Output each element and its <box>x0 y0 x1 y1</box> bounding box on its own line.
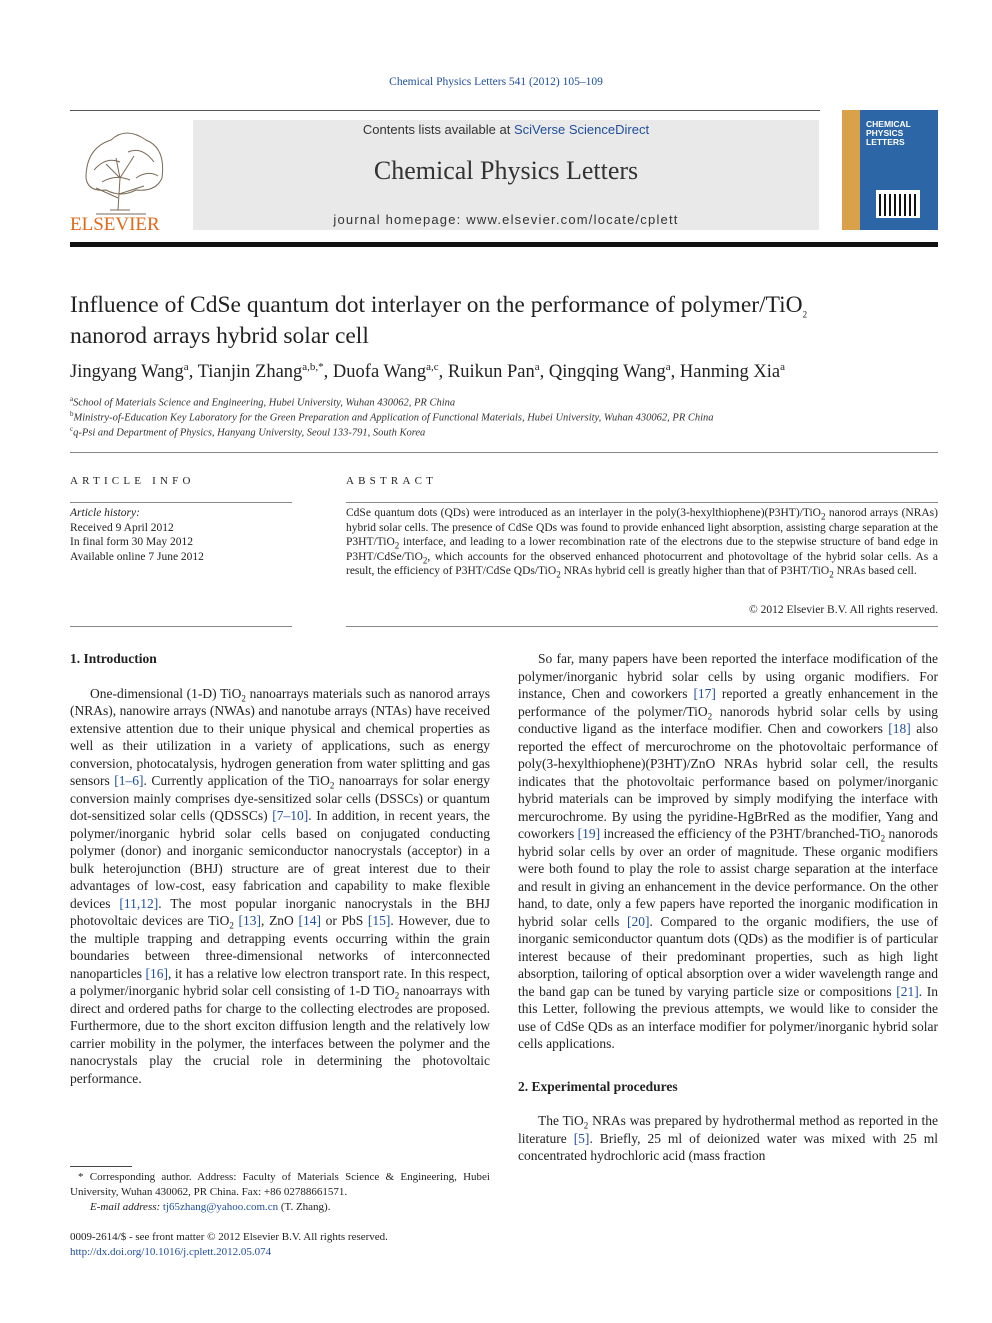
intro-paragraph-1: One-dimensional (1-D) TiO$_2$ nanoarrays materials such as nanorod arrays (NRAs), nanowire arrays (NWAs) and nanotube arrays (NTAs) have received extensive attention due to their unique physical and chemical properties as well as their utilization in a variety of applications, such as energy conversion, photocatalysis, hydrogen generation from water splitting and gas sensors [1–6]. Currently application of the TiO$_2$ nanoarrays for solar energy conversion mainly comprises dye-sensitized solar cells (DSSCs) or quantum dot-sensitized solar cells (QDSSCs) [7–10]. In addition, in recent years, the polymer/inorganic hybrid solar cells based on conjugated conducting polymer (donor) and inorganic semiconductor nanocrystals (acceptor) in a bulk heterojunction (BHJ) structure are of great interest due to their advantages of low-cost, easy fabrication and capability to make flexible devices [11,12]. The most popular inorganic nanocrystals in the BHJ photovoltaic devices are TiO$_2$ [13], ZnO [14] or PbS [15]. However, due to the multiple trapping and detrapping events occurring within the grain boundaries between three-dimensional networks of interconnected nanoparticles [16], it has a relative low electron transport rate. In this respect, a polymer/inorganic hybrid solar cell consisting of 1-D TiO$_2$ nanoarrays with direct and ordered paths for charge to the collecting electrodes are proposed. Furthermore, due to the short exciton diffusion length and the relatively low carrier mobility in the polymer, the interfaces between the polymer and the nanocrystals play the crucial role in determining the photovoltaic performance. <box>70 685 490 1086</box>
contents-prefix: Contents lists available at <box>362 122 511 137</box>
article-info-bottom-rule <box>70 626 292 627</box>
author-sup: a <box>780 361 785 373</box>
corresponding-note: * Corresponding author. Address: Faculty of Materials Science & Engineering, Hubei University, Wuhan 430062, PR China. Fax: +86 02788661571. <box>70 1171 490 1198</box>
abstract-copyright: © 2012 Elsevier B.V. All rights reserved. <box>749 604 938 616</box>
citation-link[interactable]: [20] <box>627 913 650 929</box>
history-online: Available online 7 June 2012 <box>70 550 204 563</box>
journal-cover-image <box>842 110 938 230</box>
author-name[interactable]: Duofa Wang <box>332 362 427 383</box>
corresponding-author-footnote <box>70 1170 490 1215</box>
citation-link[interactable]: [11,12] <box>119 895 159 911</box>
experimental-heading: 2. Experimental procedures <box>518 1078 678 1094</box>
contents-available-line <box>193 122 819 137</box>
author-sup: a,b,* <box>302 361 324 373</box>
email-suffix: (T. Zhang). <box>280 1201 331 1213</box>
citation-link[interactable]: [15] <box>367 913 391 928</box>
citation-link[interactable]: [14] <box>298 913 321 928</box>
intro-heading: 1. Introduction <box>70 651 157 666</box>
affiliation-c <box>70 425 950 439</box>
left-column <box>70 650 490 1087</box>
affiliation-sup: b <box>70 410 74 418</box>
citation-link[interactable]: [18] <box>888 721 911 736</box>
title-line1: Influence of CdSe quantum dot interlayer on the performance of polymer/TiO <box>70 292 803 318</box>
journal-citation[interactable]: Chemical Physics Letters 541 (2012) 105–109 <box>389 76 603 88</box>
citation-link[interactable]: [16] <box>145 965 169 981</box>
experimental-paragraph-1: The TiO$_2$ NRAs was prepared by hydrothermal method as reported in the literature [5]. Briefly, 25 ml of deionized water was mixed with 25 ml concentrated hydrochloric acid (mass fraction <box>518 1113 938 1163</box>
front-matter-footer <box>70 1230 570 1260</box>
intro-paragraph-2: So far, many papers have been reported the interface modification of the polymer/inorganic hybrid solar cells by using organic modifiers. For instance, Chen and coworkers [17] reported a greatly enhancement in the performance of the polymer/TiO$_2$ nanorods hybrid solar cells by using conductive ligand as the interface modifier. Chen and coworkers [18] also reported the effect of mercurochrome on the photovoltaic performance of poly(3-hexylthiophene)(P3HT)/ZnO NRAs hybrid solar cell, the results indicates that the photovoltaic performance based on polymer/inorganic hybrid materials can be improved by simply modifying the interface with mercurochrome. By using the pyridine-HgBrRed as the modifier, Yang and coworkers [19] increased the efficiency of the P3HT/branched-TiO$_2$ nanorods hybrid solar cells by over an order of magnitude. These organic modifiers were both found to play the role to assist charge separation at the interface and result in giving an enhancement in the device performance. On the other hand, to date, only a few papers have reported the inorganic modification in hybrid solar cells [20]. Compared to the organic modifiers, the use of inorganic semiconductor quantum dots (QDs) as the modifier is of particular interest because of their predominant properties, such as high light absorption, tailoring of optical absorption over a wider wavelength range and the band gap can be tuned by varying particle size or compositions [21]. In this Letter, following the previous attempts, we would like to consider the use of CdSe QDs as an interface modifier for polymer/inorganic hybrid solar cells applications. <box>518 651 939 1051</box>
citation-link[interactable]: [7–10] <box>272 808 309 823</box>
author-name[interactable]: Tianjin Zhang <box>197 362 303 383</box>
author-sup: a <box>534 361 540 373</box>
abstract-body: CdSe quantum dots (QDs) were introduced as an interlayer in the poly(3-hexylthiophene)(P3HT)/TiO$_2$ nanorod arrays (NRAs) hybrid solar cells. The presence of CdSe QDs was found to provide enhanced light absorption, assisting charge separation at the P3HT/TiO$_2$ interface, and leading to a lower recombination rate of the electrons due to the stepwise structure of band edge in P3HT/CdSe/TiO$_2$, which accounts for the observed enhanced photocurrent and photovoltage of the hybrid solar cells. As a result, the efficiency of P3HT/CdSe QDs/TiO$_2$ NRAs hybrid cell is greatly higher than that of P3HT/TiO$_2$ NRAs based cell. <box>346 507 938 580</box>
citation-link[interactable]: [19] <box>577 826 601 841</box>
article-info-heading: ARTICLE INFO <box>70 475 195 487</box>
footnote-rule <box>70 1166 132 1167</box>
history-label: Article history: <box>70 507 140 519</box>
article-history <box>70 506 292 564</box>
sciencedirect-link[interactable]: SciVerse ScienceDirect <box>513 122 650 137</box>
email-line <box>70 1200 490 1215</box>
header-thick-rule <box>70 242 938 247</box>
citation-link[interactable]: [1–6] <box>114 773 144 788</box>
history-received: Received 9 April 2012 <box>70 521 174 534</box>
abstract-heading: ABSTRACT <box>346 475 438 487</box>
affiliation-sup: c <box>70 425 74 433</box>
affiliation-rule <box>70 452 938 453</box>
issn-line: 0009-2614/$ - see front matter © 2012 Elsevier B.V. All rights reserved. <box>70 1231 388 1243</box>
affiliation-sup: a <box>70 395 74 403</box>
article-title <box>70 290 930 352</box>
email-link[interactable]: tj65zhang@yahoo.com.cn <box>162 1201 279 1213</box>
affiliation-text: Ministry-of-Education Key Laboratory for the Green Preparation and Application of Functional Materials, Hubei University, Wuhan 430062, PR China <box>73 412 714 424</box>
citation-link[interactable]: [17] <box>693 686 716 701</box>
author-sup: a <box>183 361 189 373</box>
abstract-bottom-rule <box>346 626 938 627</box>
history-revised: In final form 30 May 2012 <box>70 536 193 548</box>
email-label: E-mail address: <box>90 1201 161 1213</box>
author-sup: a,c <box>426 361 439 373</box>
affiliation-text: School of Materials Science and Engineering, Hubei University, Wuhan 430062, PR China <box>73 397 456 409</box>
affiliation-text: q-Psi and Department of Physics, Hanyang University, Seoul 133-791, South Korea <box>73 427 426 439</box>
header-top-rule <box>70 110 820 111</box>
journal-name: Chemical Physics Letters <box>373 156 639 185</box>
author-sup: a <box>665 361 671 373</box>
cover-band <box>842 110 860 230</box>
doi-link[interactable]: http://dx.doi.org/10.1016/j.cplett.2012.05.074 <box>70 1246 272 1258</box>
title-subscript: 2 <box>802 309 808 320</box>
affiliation-a <box>70 395 950 409</box>
author-name[interactable]: Jingyang Wang <box>70 362 184 383</box>
cover-figure <box>876 190 920 218</box>
article-info-rule <box>70 502 292 503</box>
title-line2: nanorod arrays hybrid solar cell <box>70 323 369 349</box>
right-column <box>518 650 938 1165</box>
elsevier-wordmark: ELSEVIER <box>70 214 160 234</box>
author-name[interactable]: Qingqing Wang <box>548 362 666 383</box>
author-list: Jingyang Wang$^a$, Tianjin Zhang$^{a,b,*}$, Duofa Wang$^{a,c}$, Ruikun Pan$^a$, Qingqing Wang$^a$, Hanming Xia$^a$ <box>70 361 785 383</box>
author-name[interactable]: Hanming Xia <box>679 362 781 383</box>
citation-link[interactable]: [21] <box>896 983 919 999</box>
journal-homepage[interactable]: journal homepage: www.elsevier.com/locate/cplett <box>333 212 679 227</box>
citation-link[interactable]: [5] <box>573 1130 590 1146</box>
citation-link[interactable]: [13] <box>238 913 262 928</box>
author-name[interactable]: Ruikun Pan <box>447 362 535 383</box>
cover-title: CHEMICAL PHYSICS LETTERS <box>866 119 911 147</box>
abstract-rule <box>346 502 938 503</box>
affiliation-b <box>70 410 950 424</box>
elsevier-logo <box>66 118 176 234</box>
